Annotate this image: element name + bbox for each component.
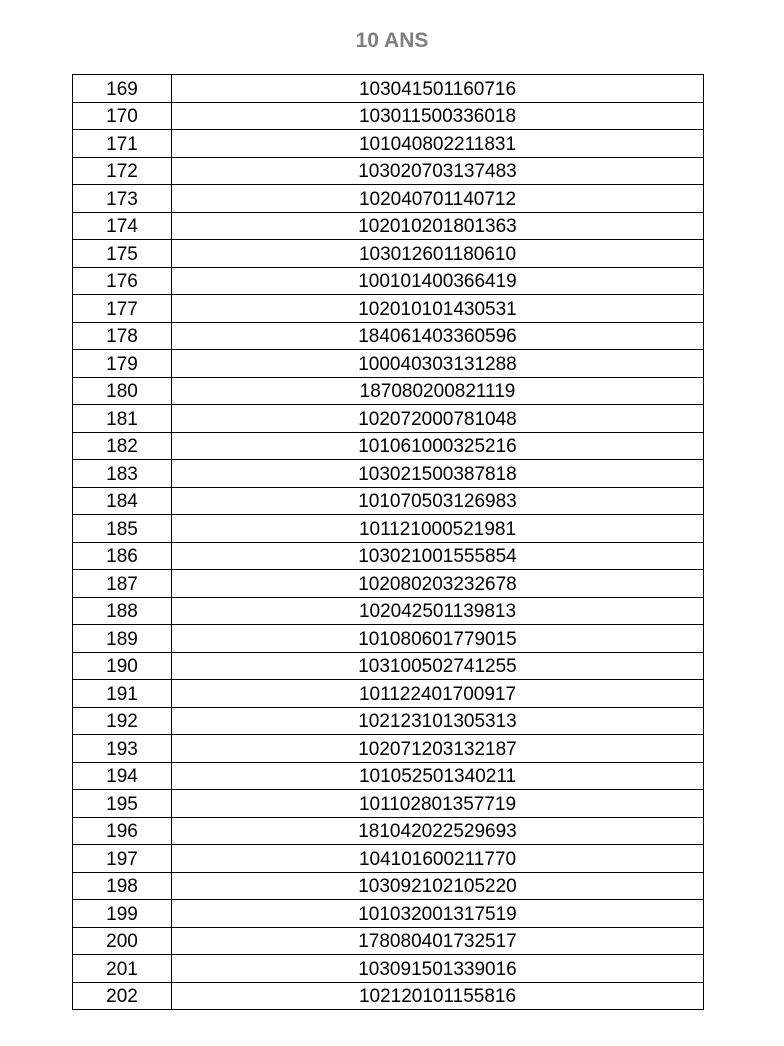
row-number-cell: 195 <box>73 790 172 818</box>
record-id-cell: 102010101430531 <box>172 295 704 323</box>
record-id-cell: 181042022529693 <box>172 817 704 845</box>
record-id-cell: 102071203132187 <box>172 735 704 763</box>
row-number-cell: 175 <box>73 240 172 268</box>
row-number-cell: 172 <box>73 157 172 185</box>
row-number-cell: 188 <box>73 597 172 625</box>
record-id-cell: 103011500336018 <box>172 102 704 130</box>
row-number-cell: 174 <box>73 212 172 240</box>
record-id-cell: 103100502741255 <box>172 652 704 680</box>
record-id-cell: 101052501340211 <box>172 762 704 790</box>
table-row <box>73 955 704 983</box>
table-row <box>73 597 704 625</box>
table-row <box>73 377 704 405</box>
record-id-cell: 102072000781048 <box>172 405 704 433</box>
record-id-cell: 103021500387818 <box>172 460 704 488</box>
table-row <box>73 240 704 268</box>
record-id-cell: 103021001555854 <box>172 542 704 570</box>
record-id-cell: 102040701140712 <box>172 185 704 213</box>
table-row <box>73 872 704 900</box>
row-number-cell: 180 <box>73 377 172 405</box>
table-row <box>73 570 704 598</box>
table-row <box>73 157 704 185</box>
table-row <box>73 102 704 130</box>
table-row <box>73 735 704 763</box>
record-id-cell: 101070503126983 <box>172 487 704 515</box>
record-id-cell: 103012601180610 <box>172 240 704 268</box>
table-row <box>73 487 704 515</box>
records-table <box>72 74 704 1010</box>
table-row <box>73 845 704 873</box>
table-row <box>73 900 704 928</box>
row-number-cell: 186 <box>73 542 172 570</box>
row-number-cell: 197 <box>73 845 172 873</box>
row-number-cell: 202 <box>73 982 172 1010</box>
table-row <box>73 75 704 103</box>
table-row <box>73 790 704 818</box>
row-number-cell: 181 <box>73 405 172 433</box>
table-row <box>73 350 704 378</box>
row-number-cell: 200 <box>73 927 172 955</box>
table-row <box>73 130 704 158</box>
record-id-cell: 102080203232678 <box>172 570 704 598</box>
row-number-cell: 198 <box>73 872 172 900</box>
row-number-cell: 199 <box>73 900 172 928</box>
table-row <box>73 762 704 790</box>
record-id-cell: 178080401732517 <box>172 927 704 955</box>
table-row <box>73 405 704 433</box>
row-number-cell: 192 <box>73 707 172 735</box>
table-row <box>73 295 704 323</box>
row-number-cell: 191 <box>73 680 172 708</box>
record-id-cell: 103091501339016 <box>172 955 704 983</box>
record-id-cell: 101080601779015 <box>172 625 704 653</box>
row-number-cell: 182 <box>73 432 172 460</box>
row-number-cell: 193 <box>73 735 172 763</box>
row-number-cell: 170 <box>73 102 172 130</box>
record-id-cell: 103041501160716 <box>172 75 704 103</box>
record-id-cell: 101061000325216 <box>172 432 704 460</box>
row-number-cell: 185 <box>73 515 172 543</box>
table-row <box>73 652 704 680</box>
table-row <box>73 680 704 708</box>
table-row <box>73 707 704 735</box>
record-id-cell: 187080200821119 <box>172 377 704 405</box>
record-id-cell: 100101400366419 <box>172 267 704 295</box>
row-number-cell: 183 <box>73 460 172 488</box>
record-id-cell: 102120101155816 <box>172 982 704 1010</box>
row-number-cell: 187 <box>73 570 172 598</box>
row-number-cell: 196 <box>73 817 172 845</box>
record-id-cell: 103092102105220 <box>172 872 704 900</box>
row-number-cell: 169 <box>73 75 172 103</box>
row-number-cell: 190 <box>73 652 172 680</box>
record-id-cell: 101032001317519 <box>172 900 704 928</box>
table-row <box>73 322 704 350</box>
record-id-cell: 101122401700917 <box>172 680 704 708</box>
row-number-cell: 177 <box>73 295 172 323</box>
record-id-cell: 102042501139813 <box>172 597 704 625</box>
table-row <box>73 542 704 570</box>
record-id-cell: 103020703137483 <box>172 157 704 185</box>
table-row <box>73 267 704 295</box>
table-row <box>73 817 704 845</box>
row-number-cell: 173 <box>73 185 172 213</box>
table-row <box>73 432 704 460</box>
record-id-cell: 100040303131288 <box>172 350 704 378</box>
record-id-cell: 101121000521981 <box>172 515 704 543</box>
row-number-cell: 179 <box>73 350 172 378</box>
record-id-cell: 101102801357719 <box>172 790 704 818</box>
table-row <box>73 212 704 240</box>
record-id-cell: 184061403360596 <box>172 322 704 350</box>
row-number-cell: 194 <box>73 762 172 790</box>
table-row <box>73 515 704 543</box>
record-id-cell: 102123101305313 <box>172 707 704 735</box>
row-number-cell: 176 <box>73 267 172 295</box>
record-id-cell: 101040802211831 <box>172 130 704 158</box>
row-number-cell: 189 <box>73 625 172 653</box>
table-row <box>73 982 704 1010</box>
table-row <box>73 185 704 213</box>
row-number-cell: 171 <box>73 130 172 158</box>
table-row <box>73 927 704 955</box>
table-row <box>73 625 704 653</box>
row-number-cell: 184 <box>73 487 172 515</box>
record-id-cell: 104101600211770 <box>172 845 704 873</box>
table-row <box>73 460 704 488</box>
record-id-cell: 102010201801363 <box>172 212 704 240</box>
page-title: 10 ANS <box>355 29 429 52</box>
row-number-cell: 201 <box>73 955 172 983</box>
row-number-cell: 178 <box>73 322 172 350</box>
records-table-body <box>73 75 704 1010</box>
